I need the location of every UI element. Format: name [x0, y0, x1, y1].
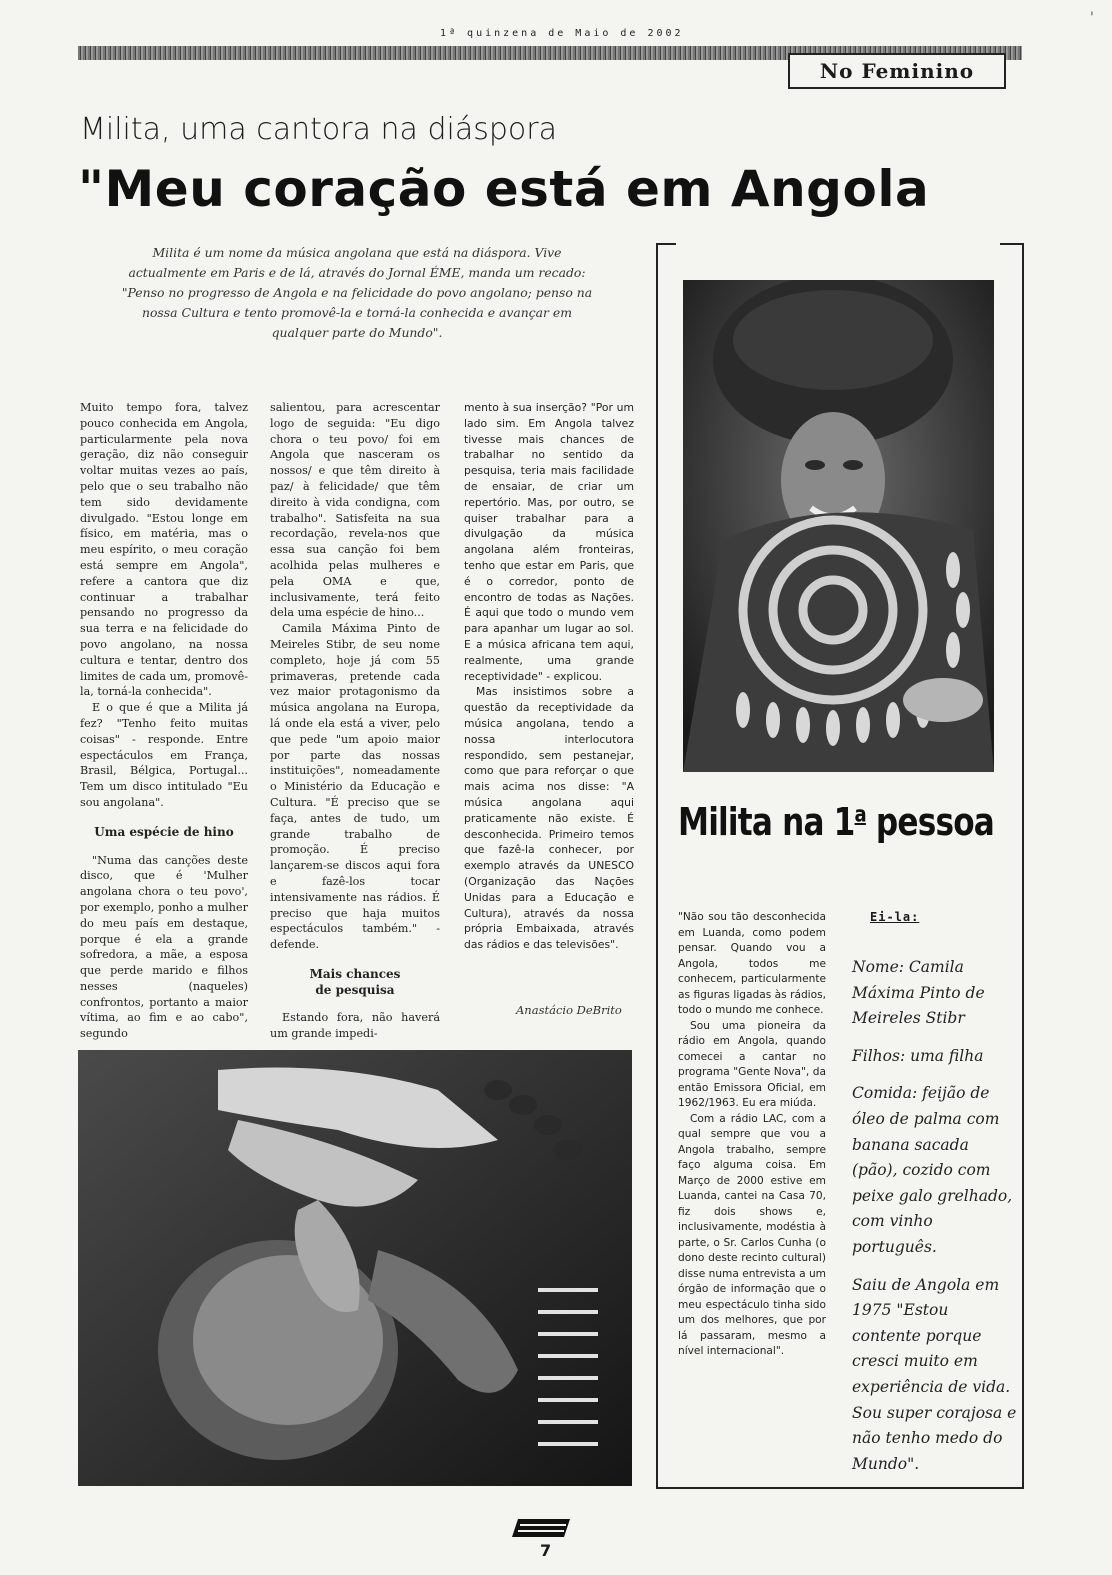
profile-fact: Nome: Camila Máxima Pinto de Meireles Stibr	[852, 958, 985, 1028]
section-label: No Feminino	[788, 53, 1006, 89]
paragraph: Sou uma pioneira da rádio em Angola, quando comecei a cantar no programa "Gente Nova", da então Emissora Oficial, em 1962/1963. Eu era miúda.	[678, 1019, 826, 1109]
issue-date: 1ª quinzena de Maio de 2002	[440, 28, 684, 39]
sidebar-title	[678, 800, 994, 844]
paragraph: Mas insistimos sobre a questão da receptividade da música angolana, tendo a nossa interlocutora respondido, sem pestanejar, como que para reforçar o que mais acima nos disse: "A música angolana aqui praticamente não existe. É desconhecida. Primeiro temos que fazê-la conhecer, por exemplo através da UNESCO (Organização das Nações Unidas para a Educação e Cultura), através da nossa própria Embaixada, através das rádios e das televisões".	[464, 685, 634, 952]
sidebar-box-corner	[1000, 243, 1022, 245]
paragraph: Camila Máxima Pinto de Meireles Stibr, de seu nome completo, hoje já com 55 primaveras, pretende cada vez maior protagonismo da música angolana na Europa, lá onde ela está a viver, pelo que pede "um apoio maior por parte das nossas instituições", nomeadamente o Ministério da Educação e Cultura. "É preciso que se faça, antes de tudo, um grande trabalho de promoção. É preciso lançarem-se discos aqui fora e fazê-los tocar intensivamente nas rádios. É preciso que haja muitos espectáculos também." - defende.	[270, 622, 440, 952]
subheading	[270, 967, 440, 999]
profile-fact: Comida: feijão de óleo de palma com banana sacada (pão), cozido com peixe galo grelhado, com vinho português.	[852, 1084, 1013, 1256]
subheading-line: de pesquisa	[315, 982, 395, 997]
profile-facts	[852, 955, 1017, 1489]
portrait-photo	[683, 280, 994, 772]
article-kicker: Milita, uma cantora na diáspora	[80, 112, 557, 147]
paragraph: Muito tempo fora, talvez pouco conhecida em Angola, particularmente pela nova geração, diz não conseguir voltar muitas vezes ao país, pelo que o seu trabalho não tem sido devidamente divulgado. "Estou longe em físico, em matéria, mas o meu espírito, o meu coração está sempre em Angola", refere a cantora que diz continuar a trabalhar pensando no progresso da sua terra e na felicidade do povo angolano, na nossa cultura e tentar, dentro dos limites de cada um, promovê-la, torná-la conhecida".	[80, 401, 248, 699]
paragraph: Com a rádio LAC, com a qual sempre que vou a Angola trabalho, sempre faço alguma coisa. Em Março de 2000 estive em Luanda, cantei na Casa 70, fiz dois shows e, inclusivamente, modéstia à parte, o Sr. Carlos Cunha (o dono deste recinto cultural) disse numa entrevista a um órgão de informação que o meu espectáculo tinha sido um dos melhores, que por lá passaram, mesmo a nível internacional".	[678, 1112, 826, 1357]
article-lede: Milita é um nome da música angolana que está na diáspora. Vive actualmente em Paris e de lá, através do Jornal ÉME, manda um recado: "Penso no progresso de Angola e na felicidade do povo angolano; penso na nossa Cultura e tento promovê-la e torná-la conhecida e avançar em qualquer parte do Mundo".	[121, 245, 593, 340]
paragraph: mento à sua inserção? "Por um lado sim. Em Angola talvez tivesse mais chances de trabalhar no sentido da pesquisa, teria mais facilidade de ensaiar, de criar um repertório. Mas, por outro, se quiser trabalhar para a divulgação da música angolana além fronteiras, tenho que estar em Paris, que é o corredor, ponto de encontro de todas as Nações. É aqui que todo o mundo vem para apanhar um lugar ao sol. E a música africana tem aqui, realmente, uma grande receptividade" - explicou.	[464, 401, 634, 683]
profile-fact: Filhos: uma filha	[852, 1046, 984, 1065]
paragraph: salientou, para acrescentar logo de seguida: "Eu digo chora o teu povo/ foi em Angola que nasceram os nossos/ e que têm direito à paz/ à felicidade/ que têm direito à vida condigna, com trabalho". Satisfeita na sua recordação, revela-nos que essa sua canção foi bem acolhida pelas mulheres e pela OMA e que, inclusivamente, terá feito dela uma espécie de hino...	[270, 401, 440, 620]
subheading: Uma espécie de hino	[94, 824, 234, 839]
sidebar-title-text: pessoa	[865, 800, 994, 844]
article-column-3	[464, 400, 634, 953]
hands-drum-photo	[78, 1050, 632, 1486]
ordinal-marker: a	[854, 802, 866, 828]
paragraph: "Numa das canções deste disco, que é 'Mulher angolana chora o teu povo', por exemplo, ponho a mulher do meu país em destaque, porque é ela a grande sofredora, a mãe, a esposa que perde marido e filhos nesses (naqueles) confrontos, portanto a maior vítima, ao fim e ao cabo", segundo	[80, 853, 248, 1041]
author-signature: Anastácio DeBrito	[516, 1003, 622, 1017]
article-column-1	[80, 400, 248, 1042]
paragraph: Estando fora, não haverá um grande impedi-	[270, 1011, 440, 1041]
paragraph: "Não sou tão desconhecida em Luanda, como podem pensar. Quando vou a Angola, todos me conhecem, particularmente as figuras ligadas às rádios, todo o mundo me conhece.	[678, 911, 826, 1016]
profile-heading: Ei-la:	[870, 910, 920, 924]
corner-mark: '	[1090, 10, 1094, 26]
sidebar-column	[678, 910, 826, 1360]
page-number: 7	[540, 1541, 552, 1560]
subheading-line: Mais chances	[309, 966, 401, 981]
profile-fact: Saiu de Angola em 1975 "Estou contente porque cresci muito em experiência de vida. Sou super corajosa e não tenho medo do Mundo".	[852, 1275, 1017, 1473]
paragraph: E o que é que a Milita já fez? "Tenho feito muitas coisas" - responde. Entre espectáculos em França, Brasil, Bélgica, Portugal... Tem um disco intitulado "Eu sou angolana".	[80, 701, 248, 809]
sidebar-box-corner	[656, 243, 676, 245]
newspaper-logo	[512, 1517, 570, 1539]
article-headline: "Meu coração está em Angola	[78, 160, 930, 218]
sidebar-title-text: Milita na 1	[678, 800, 855, 844]
article-column-2	[270, 400, 440, 1042]
